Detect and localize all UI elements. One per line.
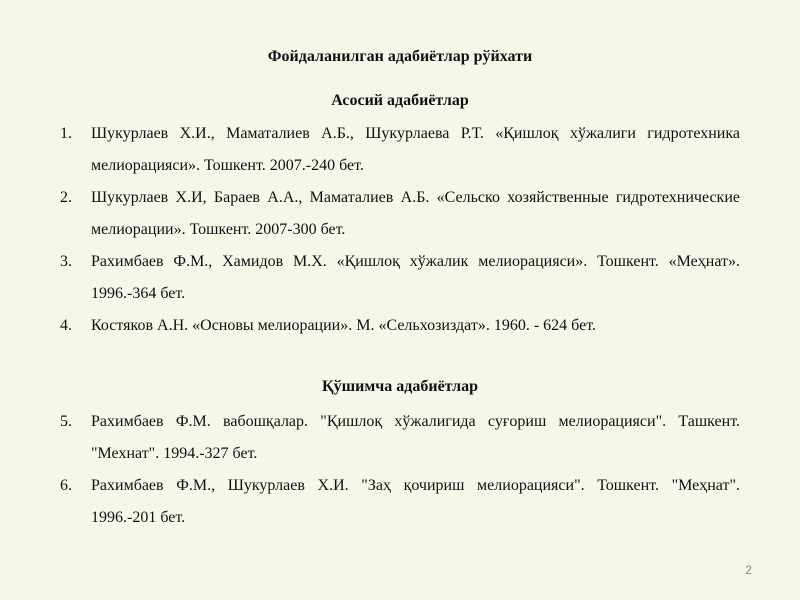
reference-item — [60, 310, 740, 342]
reference-item — [60, 118, 740, 182]
reference-number: 5. — [60, 413, 72, 430]
reference-text: Рахимбаев Ф.М. вабошқалар. "Қишлоқ хўжалигида суғориш мелиорацияси". Ташкент. "Мехнат". 1994.-327 бет. — [91, 413, 740, 462]
reference-text: Рахимбаев Ф.М., Шукурлаев Х.И. "Заҳ қочириш мелиорацияси". Тошкент. "Меҳнат". 1996.-201 бет. — [91, 477, 740, 526]
additional-literature-list — [60, 406, 740, 534]
reference-text: Рахимбаев Ф.М., Хамидов М.Х. «Қишлоқ хўжалик мелиорацияси». Тошкент. «Меҳнат». 1996.-364 бет. — [91, 253, 740, 302]
reference-number: 1. — [60, 125, 72, 142]
reference-text: Костяков А.Н. «Основы мелиорации». М. «Сельхозиздат». 1960. - 624 бет. — [91, 317, 596, 334]
reference-item — [60, 470, 740, 534]
reference-number: 3. — [60, 253, 72, 270]
main-literature-heading: Асосий адабиётлар — [331, 92, 469, 109]
reference-item — [60, 246, 740, 310]
additional-literature-heading: Қўшимча адабиётлар — [322, 378, 478, 395]
reference-item — [60, 406, 740, 470]
reference-text: Шукурлаев Х.И, Бараев А.А., Маматалиев А.Б. «Сельско хозяйственные гидротехнические мелиорации». Тошкент. 2007-300 бет. — [91, 189, 740, 238]
page-title: Фойдаланилган адабиётлар рўйхати — [267, 48, 533, 65]
reference-text: Шукурлаев Х.И., Маматалиев А.Б., Шукурлаева Р.Т. «Қишлоқ хўжалиги гидротехника мелиорацияси». Тошкент. 2007.-240 бет. — [91, 125, 740, 174]
reference-item — [60, 182, 740, 246]
reference-number: 6. — [60, 477, 72, 494]
reference-number: 2. — [60, 189, 72, 206]
reference-number: 4. — [60, 317, 72, 334]
page-number: 2 — [745, 563, 752, 577]
main-literature-list — [60, 118, 740, 342]
